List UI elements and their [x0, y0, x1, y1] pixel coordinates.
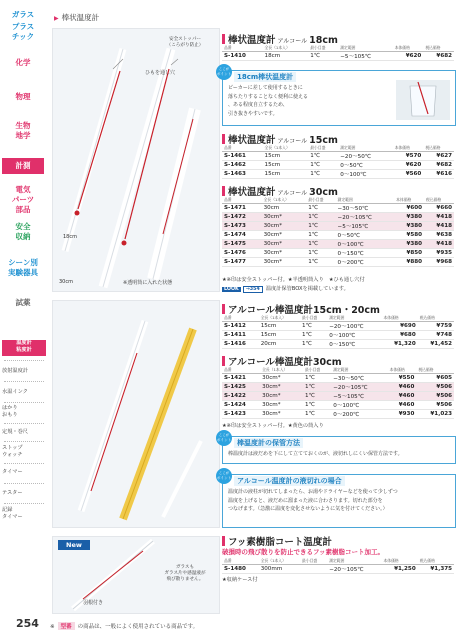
section-heading: アルコール棒温度計30cm — [222, 354, 342, 368]
table-row: S-1463 15cm 1℃ 0〜100℃ ¥560 ¥616 — [224, 171, 452, 178]
table-row: S-1472 30cm* 1℃ −20〜105℃ ¥380 ¥418 — [224, 214, 452, 221]
sidebar-sub-ruler[interactable]: 定規・巻尺 — [2, 429, 28, 435]
new-badge: New — [58, 540, 90, 550]
point-text: 温度計の液柱が切れてしまったら、お湯やドライヤーなどを使って少しずつ 温度を上げると、液だめに溜まった液に合わさります。切れた部分を つなげます。（急激に温度を変化させないように気を付けてください。） — [228, 489, 398, 512]
spec-table: 品番 全長（1本入） 最小目盛 測定範囲 本体価格 税込価格 S-1480 300mm −20〜105℃ ¥1,250 ¥1,375 — [224, 558, 452, 573]
table-row: S-1474 30cm* 1℃ 0〜50℃ ¥580 ¥638 — [224, 232, 452, 239]
sidebar-sub-timer[interactable]: タイマー — [2, 469, 23, 475]
table-row: S-1412 15cm 1℃ −20〜100℃ ¥690 ¥759 — [224, 323, 452, 330]
sidebar-divider — [4, 402, 44, 403]
alcohol-thermometer-photo-panel — [52, 300, 220, 528]
sidebar-item-plastic[interactable]: プラス チック — [11, 22, 35, 41]
point-title: 棒温度計の保管方法 — [234, 438, 303, 448]
sidebar-item-glass[interactable]: ガラス — [11, 10, 35, 19]
table-row: S-1473 30cm* 1℃ −5〜105℃ ¥380 ¥418 — [224, 223, 452, 230]
sidebar-divider — [4, 503, 44, 504]
section-heading: アルコール棒温度計15cm・20cm — [222, 302, 380, 316]
sidebar-divider — [4, 381, 44, 382]
page-number: 254 — [16, 617, 39, 630]
ptfe-callout: ガラスも ガラス片や感温液が 飛び散りません。 — [164, 565, 206, 582]
sidebar-divider — [4, 463, 44, 464]
point-badge: ここが ポイント — [216, 430, 232, 446]
sidebar-item-measurement[interactable]: 計測 — [2, 158, 44, 174]
page-title: ▶ 棒状温度計 — [54, 13, 100, 22]
table-row: S-1411 15cm 1℃ 0〜100℃ ¥680 ¥748 — [224, 332, 452, 339]
sidebar-sub-ink[interactable]: 水温インク — [2, 389, 28, 395]
section-note: ★※印は安全ストッパー付。★黄色の筒入り — [222, 423, 324, 429]
section-heading: 棒状温度計 アルコール 18cm — [222, 32, 338, 46]
hole-label: ひもを通し穴 — [145, 70, 176, 76]
sidebar-divider — [4, 483, 44, 484]
length-label-30: 30cm — [59, 279, 73, 285]
table-row: S-1425 30cm* 1℃ −20〜105℃ ¥460 ¥506 — [224, 384, 452, 391]
section-heading: フッ素樹脂コート温度計 — [222, 534, 332, 548]
ptfe-label: 羽根付き — [83, 600, 104, 606]
table-row: S-1424 30cm* 1℃ 0〜100℃ ¥460 ¥506 — [224, 402, 452, 409]
sidebar-sub-tester[interactable]: テスター — [2, 490, 23, 496]
point-badge: ここが ポイント — [216, 468, 232, 484]
sidebar-sub-thermometer[interactable]: 温度計 粘度計 — [2, 340, 46, 356]
length-label-18: 18cm — [63, 234, 77, 240]
table-row: S-1416 20cm 1℃ 0〜150℃ ¥1,320 ¥1,452 — [224, 341, 452, 348]
table-row: S-1462 15cm 1℃ 0〜50℃ ¥620 ¥682 — [224, 162, 452, 169]
sidebar-divider — [4, 441, 44, 442]
section-note: ★収納ケース付 — [222, 577, 258, 583]
spec-table: 品番 全長（1本入） 最小目盛 測定範囲 本体価格 税込価格 S-1471 30cm 1℃ −30〜50℃ ¥600 ¥660 S-1472 30cm* 1℃ −20〜105℃ ¥380 ¥418 S-1473 30cm* 1℃ −5〜105℃ ¥380 ¥418 S-1474 30cm* 1℃ 0〜50℃ ¥580 ¥638 S-1475 30cm* 1℃ 0〜100℃ ¥380 ¥418 S-1476 30cm* 1℃ 0〜150℃ ¥850 ¥935 S-1477 30cm* 1℃ 0〜200℃ ¥880 ¥968 — [224, 197, 452, 266]
sidebar-item-chemistry[interactable]: 化学 — [15, 58, 31, 67]
table-row: S-1421 30cm* 1℃ −30〜50℃ ¥550 ¥605 — [224, 375, 452, 382]
sidebar-item-reagent[interactable]: 試薬 — [15, 298, 31, 307]
sidebar-divider — [4, 423, 44, 424]
table-row: S-1461 15cm 1℃ −20〜50℃ ¥570 ¥627 — [224, 153, 452, 160]
thermometer-photo-panel — [52, 28, 220, 292]
beaker-photo — [396, 80, 450, 120]
table-row: S-1475 30cm* 1℃ 0〜100℃ ¥380 ¥418 — [224, 241, 452, 248]
spec-table: 品番 全長（1本入） 最小目盛 測定範囲 本体価格 税込価格 S-1421 30cm* 1℃ −30〜50℃ ¥550 ¥605 S-1425 30cm* 1℃ −20〜105℃ ¥460 ¥506 S-1422 30cm* 1℃ −5〜105℃ ¥460 ¥506 S-1424 30cm* 1℃ 0〜100℃ ¥460 ¥506 S-1423 30cm* 1℃ 0〜200℃ ¥930 ¥1,023 — [224, 367, 452, 418]
table-row: S-1410 18cm 1℃ −5〜105℃ ¥620 ¥682 — [224, 53, 452, 60]
sidebar-item-physics[interactable]: 物理 — [15, 92, 31, 101]
sidebar-item-safety[interactable]: 安全 収納 — [15, 222, 31, 241]
sidebar-item-biology[interactable]: 生物 地学 — [15, 121, 31, 140]
sidebar-sub-recording-timer[interactable]: 記録 タイマー — [2, 507, 23, 520]
sidebar-divider — [4, 360, 44, 361]
table-row: S-1471 30cm 1℃ −30〜50℃ ¥600 ¥660 — [224, 205, 452, 212]
table-row: S-1423 30cm* 1℃ 0〜200℃ ¥930 ¥1,023 — [224, 411, 452, 418]
spec-table: 品番 全長（1本入） 最小目盛 測定範囲 本体価格 税込価格 S-1410 18cm 1℃ −5〜105℃ ¥620 ¥682 — [224, 45, 452, 60]
sidebar-sub-radiation[interactable]: 放射温度計 — [2, 368, 28, 374]
look-reference: LOOK →354 温度計保管BOXを掲載しています。 — [224, 286, 349, 292]
table-row: S-1480 300mm −20〜105℃ ¥1,250 ¥1,375 — [224, 566, 452, 573]
sidebar-item-scene[interactable]: シーン別 実験器具 — [8, 258, 38, 277]
spec-table: 品番 全長（1本入） 最小目盛 測定範囲 本体価格 税込価格 S-1461 15cm 1℃ −20〜50℃ ¥570 ¥627 S-1462 15cm 1℃ 0〜50℃ ¥620 ¥682 S-1463 15cm 1℃ 0〜100℃ ¥560 ¥616 — [224, 145, 452, 178]
case-label: ※透明筒に入れた状態 — [123, 280, 173, 286]
point-badge: ここが ポイント — [216, 64, 232, 80]
point-text: ビーカーに差して使用するときに 落ちたりすることなく便利に使える 、ある程度自立するため、 引き抜きやすいです。 — [228, 85, 309, 117]
sidebar-sub-stopwatch[interactable]: ストップ ウォッチ — [2, 445, 23, 458]
section-heading: 棒状温度計 アルコール 15cm — [222, 132, 338, 146]
point-title: アルコール温度計の液切れの場合 — [234, 476, 345, 486]
sidebar-sub-scale[interactable]: はかり おもり — [2, 405, 18, 418]
sidebar-item-electric[interactable]: 電気 パーツ 部品 — [11, 185, 35, 214]
stopper-callout: 安全ストッパー （ころがり防止） — [166, 37, 204, 48]
table-row: S-1476 30cm* 1℃ 0〜150℃ ¥850 ¥935 — [224, 250, 452, 257]
section-note: ★※印は安全ストッパー付。★半透明筒入り ★ひも通し穴付 — [222, 277, 365, 283]
footnote: ※ 型番 の商品は、一般によく使用されている商品です。 — [50, 624, 199, 630]
category-sidebar — [0, 0, 46, 610]
ptfe-subtitle: 破損時の飛び散りを防止できるフッ素樹脂コート加工。 — [222, 548, 385, 556]
table-row: S-1477 30cm* 1℃ 0〜200℃ ¥880 ¥968 — [224, 259, 452, 266]
spec-table: 品番 全長（1本入） 最小目盛 測定範囲 本体価格 税込価格 S-1412 15cm 1℃ −20〜100℃ ¥690 ¥759 S-1411 15cm 1℃ 0〜100℃ ¥680 ¥748 S-1416 20cm 1℃ 0〜150℃ ¥1,320 ¥1,452 — [224, 315, 452, 348]
point-title: 18cm棒状温度計 — [234, 72, 296, 82]
point-text: 棒温度計は液だめを下にして立てておくのが、液切れしにくい保管方法です。 — [228, 451, 403, 457]
section-heading: 棒状温度計 アルコール 30cm — [222, 184, 338, 198]
table-row: S-1422 30cm* 1℃ −5〜105℃ ¥460 ¥506 — [224, 393, 452, 400]
